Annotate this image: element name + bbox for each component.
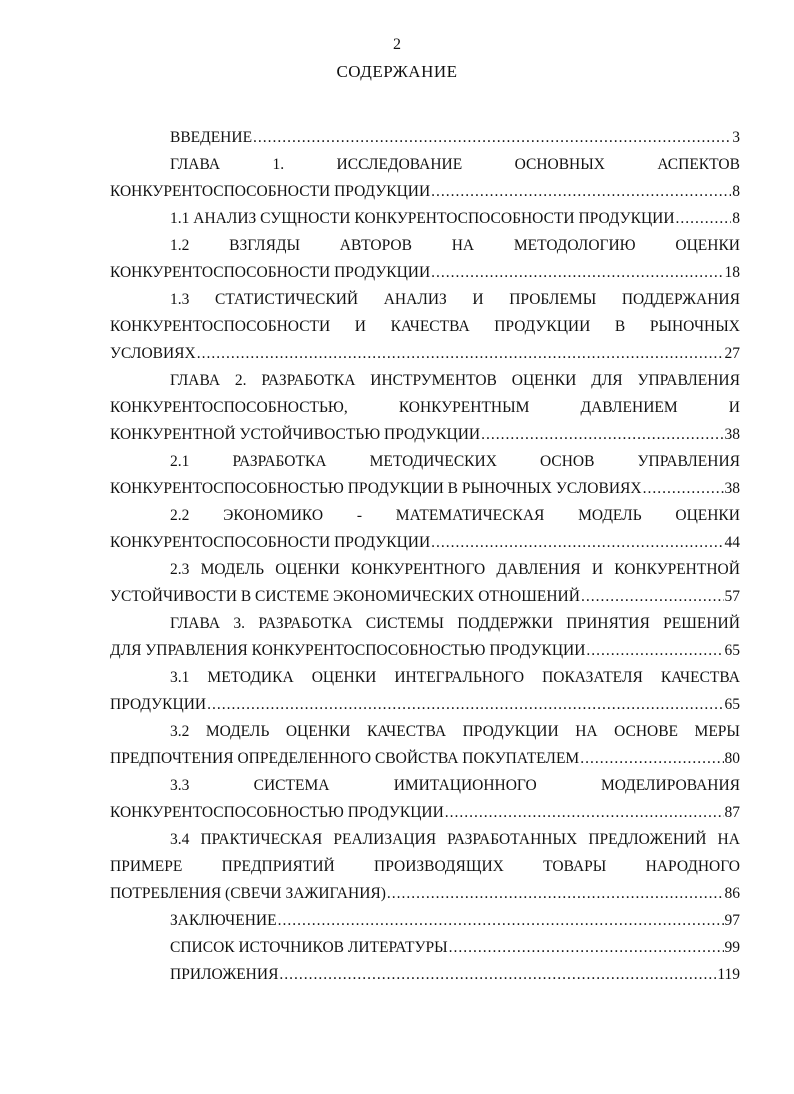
toc-entry-line [110,259,740,286]
toc-entry-line [110,853,740,880]
toc-entry-line [110,529,740,556]
toc-word: ОЦЕНКИ [675,237,740,254]
toc-word: УПРАВЛЕНИЯ [637,453,740,470]
toc-page-number: 8 [732,183,740,200]
toc-word: СИСТЕМА [253,777,330,794]
toc-entry-title: 1.1 АНАЛИЗ СУЩНОСТИ КОНКУРЕНТОСПОСОБНОСТИ ПРОДУКЦИИ [170,210,675,227]
toc-entry-title: УСЛОВИЯХ [110,345,196,362]
toc-entry-s3_2[interactable] [110,718,740,772]
toc-entry-appx[interactable] [110,961,740,988]
toc-word: 3.4 [170,831,190,848]
toc-entry-s2_2[interactable] [110,502,740,556]
toc-word: ПРЕДЛОЖЕНИЙ [588,831,707,848]
toc-entry-s3_1[interactable] [110,664,740,718]
toc-word: 2.1 [170,453,190,470]
toc-word: СТАТИСТИЧЕСКИЙ [214,291,359,308]
toc-word: И [591,561,604,578]
toc-entry-line [110,745,740,772]
toc-word: ПРАКТИЧЕСКАЯ [200,831,323,848]
toc-entry-ch1[interactable] [110,151,740,205]
toc-word: МЕТОДОЛОГИЮ [513,237,636,254]
toc-entry-s2_3[interactable] [110,556,740,610]
toc-entry-refs[interactable] [110,934,740,961]
toc-word: 2.3 [170,561,190,578]
toc-word: - [356,507,362,524]
toc-page-number: 27 [724,345,740,362]
toc-word: 1.3 [170,291,190,308]
toc-word: МЕТОДИКА [207,669,294,686]
toc-word: МАТЕМАТИЧЕСКАЯ [395,507,545,524]
toc-word: ИНСТРУМЕНТОВ [370,372,497,389]
toc-entry-line [110,691,740,718]
toc-entry-concl[interactable] [110,907,740,934]
toc-word: МОДЕЛЬ [205,723,270,740]
toc-entry-intro[interactable] [110,124,740,151]
toc-page-number: 57 [724,588,740,605]
toc-word: МЕРЫ [694,723,740,740]
toc-word: 3.3 [170,777,190,794]
toc-page-number: 44 [724,534,740,551]
dot-leader [279,961,716,988]
toc-entry-title: ЗАКЛЮЧЕНИЕ [170,912,277,929]
toc-page-number: 38 [724,426,740,443]
toc-word: РАЗРАБОТКА [258,615,353,632]
toc-word: ДЛЯ [591,372,623,389]
toc-word: ИССЛЕДОВАНИЕ [336,156,463,173]
toc-word: КОНКУРЕНТНОГО [350,561,486,578]
toc-word: 2. [234,372,247,389]
toc-entry-line [110,718,740,745]
toc-word: АСПЕКТОВ [657,156,740,173]
toc-word: МОДЕЛЬ [578,507,642,524]
toc-page-number: 119 [717,966,740,983]
toc-word: РЕШЕНИЙ [663,615,740,632]
toc-entry-line [110,448,740,475]
toc-word: КОНКУРЕНТОСПОСОБНОСТИ [110,318,331,335]
dot-leader [207,691,723,718]
toc-word: ОСНОВНЫХ [514,156,605,173]
toc-entry-title: УСТОЙЧИВОСТИ В СИСТЕМЕ ЭКОНОМИЧЕСКИХ ОТНОШЕНИЙ [110,588,580,605]
toc-word: КОНКУРЕНТОСПОСОБНОСТЬЮ, [110,399,348,416]
table-of-contents [110,124,740,988]
toc-word: И [728,399,740,416]
toc-word: ТОВАРЫ [543,858,607,875]
toc-word: ОСНОВ [540,453,595,470]
toc-entry-line [110,340,740,367]
toc-entry-line [110,772,740,799]
toc-entry-line [110,205,740,232]
dot-leader [580,745,723,772]
toc-entry-line [110,583,740,610]
toc-word: МЕТОДИЧЕСКИХ [369,453,497,470]
toc-entry-line [110,421,740,448]
toc-entry-line [110,934,740,961]
dot-leader [449,934,724,961]
toc-word: ПРИНЯТИЯ [566,615,650,632]
toc-entry-line [110,880,740,907]
toc-entry-title: КОНКУРЕНТОСПОСОБНОСТЬЮ ПРОДУКЦИИ [110,804,444,821]
toc-entry-s1_2[interactable] [110,232,740,286]
toc-word: ВЗГЛЯДЫ [229,237,300,254]
toc-entry-line [110,475,740,502]
toc-entry-line [110,610,740,637]
toc-word: РЕАЛИЗАЦИЯ [333,831,437,848]
page-title: СОДЕРЖАНИЕ [336,62,458,81]
page-number: 2 [393,36,401,53]
toc-page-number: 97 [724,912,740,929]
toc-entry-line [110,637,740,664]
toc-word: РАЗРАБОТАННЫХ [447,831,578,848]
toc-word: ОЦЕНКИ [285,723,351,740]
toc-word: ПОДДЕРЖКИ [457,615,553,632]
toc-word: ПРИМЕРЕ [110,858,183,875]
toc-entry-line [110,367,740,394]
toc-entry-ch2[interactable] [110,367,740,448]
toc-entry-s1_1[interactable] [110,205,740,232]
toc-word: РЫНОЧНЫХ [649,318,740,335]
toc-entry-title: КОНКУРЕНТОСПОСОБНОСТИ ПРОДУКЦИИ [110,183,431,200]
toc-entry-title: ПРИЛОЖЕНИЯ [170,966,279,983]
toc-word: МОДЕЛИРОВАНИЯ [600,777,740,794]
toc-word: ПРОДУКЦИИ [494,318,591,335]
toc-word: 1. [272,156,285,173]
toc-page-number: 8 [732,210,740,227]
toc-word: МОДЕЛЬ [200,561,265,578]
toc-entry-title: ВВЕДЕНИЕ [170,129,253,146]
toc-word: 1.2 [170,237,190,254]
toc-entry-line [110,961,740,988]
toc-word: ИНТЕГРАЛЬНОГО [394,669,525,686]
toc-word: ОЦЕНКИ [311,669,377,686]
toc-word: НАРОДНОГО [645,858,740,875]
toc-entry-title: КОНКУРЕНТОСПОСОБНОСТИ ПРОДУКЦИИ [110,264,431,281]
toc-page-number: 86 [724,885,740,902]
toc-word: ГЛАВА [170,156,221,173]
toc-word: РАЗРАБОТКА [261,372,356,389]
toc-entry-line [110,151,740,178]
toc-entry-line [110,124,740,151]
toc-entry-title: ПОТРЕБЛЕНИЯ (СВЕЧИ ЗАЖИГАНИЯ) [110,885,386,902]
dot-leader [643,475,724,502]
dot-leader [253,124,731,151]
toc-word: ПОКАЗАТЕЛЯ [542,669,643,686]
toc-word: КАЧЕСТВА [366,723,447,740]
toc-entry-line [110,907,740,934]
dot-leader [586,637,723,664]
toc-word: ПРОБЛЕМЫ [509,291,597,308]
toc-entry-line [110,556,740,583]
dot-leader [431,529,723,556]
toc-word: ОЦЕНКИ [275,561,340,578]
toc-word: ОЦЕНКИ [675,507,740,524]
toc-entry-s3_4[interactable] [110,826,740,907]
toc-word: КАЧЕСТВА [660,669,740,686]
toc-page-number: 38 [724,480,740,497]
toc-word: НА [575,723,598,740]
dot-leader [278,907,724,934]
dot-leader [481,421,723,448]
dot-leader [445,799,724,826]
toc-entry-line [110,502,740,529]
toc-word: КОНКУРЕНТНЫМ [398,399,530,416]
toc-word: РАЗРАБОТКА [232,453,327,470]
toc-word: АНАЛИЗ [383,291,447,308]
toc-entry-s1_3[interactable] [110,286,740,367]
toc-word: В [614,318,626,335]
toc-word: 3.1 [170,669,190,686]
toc-entry-ch3[interactable] [110,610,740,664]
toc-word: ПОДДЕРЖАНИЯ [621,291,740,308]
toc-word: ОЦЕНКИ [511,372,577,389]
toc-entry-title: КОНКУРЕНТНОЙ УСТОЙЧИВОСТЬЮ ПРОДУКЦИИ [110,426,481,443]
toc-word: КОНКУРЕНТНОЙ [614,561,740,578]
toc-entry-title: СПИСОК ИСТОЧНИКОВ ЛИТЕРАТУРЫ [170,939,448,956]
dot-leader [581,583,724,610]
toc-word: 3.2 [170,723,190,740]
toc-page-number: 65 [724,696,740,713]
toc-word: АВТОРОВ [339,237,412,254]
toc-word: НА [717,831,740,848]
toc-entry-line [110,286,740,313]
toc-word: И [472,291,484,308]
toc-entry-line [110,664,740,691]
toc-entry-line [110,178,740,205]
toc-entry-line [110,232,740,259]
toc-word: ДАВЛЕНИЕМ [580,399,678,416]
toc-page-number: 99 [724,939,740,956]
toc-word: УПРАВЛЕНИЯ [637,372,740,389]
toc-page-number: 65 [724,642,740,659]
toc-word: ЭКОНОМИКО [223,507,324,524]
toc-word: ПРЕДПРИЯТИЙ [221,858,335,875]
toc-entry-s2_1[interactable] [110,448,740,502]
toc-page-number: 87 [724,804,740,821]
toc-entry-title: КОНКУРЕНТОСПОСОБНОСТИ ПРОДУКЦИИ [110,534,431,551]
toc-word: ГЛАВА [170,372,221,389]
toc-entry-line [110,826,740,853]
toc-word: 2.2 [170,507,190,524]
toc-page-number: 18 [724,264,740,281]
toc-word: ПРОИЗВОДЯЩИХ [374,858,504,875]
toc-page-number: 3 [732,129,740,146]
toc-entry-title: ДЛЯ УПРАВЛЕНИЯ КОНКУРЕНТОСПОСОБНОСТЬЮ ПРОДУКЦИИ [110,642,586,659]
toc-word: КАЧЕСТВА [390,318,470,335]
toc-word: 3. [233,615,246,632]
toc-word: ДАВЛЕНИЯ [496,561,581,578]
toc-word: ИМИТАЦИОННОГО [393,777,537,794]
toc-word: ГЛАВА [170,615,221,632]
dot-leader [431,259,723,286]
dot-leader [387,880,724,907]
toc-page-number: 80 [724,750,740,767]
toc-entry-line [110,799,740,826]
toc-word: ОСНОВЕ [614,723,679,740]
toc-entry-line [110,313,740,340]
toc-word: НА [451,237,475,254]
toc-entry-line [110,394,740,421]
toc-entry-s3_3[interactable] [110,772,740,826]
toc-entry-title: ПРЕДПОЧТЕНИЯ ОПРЕДЕЛЕННОГО СВОЙСТВА ПОКУПАТЕЛЕМ [110,750,580,767]
dot-leader [676,205,732,232]
dot-leader [431,178,731,205]
toc-entry-title: ПРОДУКЦИИ [110,696,207,713]
toc-word: СИСТЕМЫ [365,615,444,632]
toc-entry-title: КОНКУРЕНТОСПОСОБНОСТЬЮ ПРОДУКЦИИ В РЫНОЧНЫХ УСЛОВИЯХ [110,480,642,497]
toc-word: ПРОДУКЦИИ [462,723,559,740]
toc-word: И [354,318,366,335]
dot-leader [197,340,724,367]
